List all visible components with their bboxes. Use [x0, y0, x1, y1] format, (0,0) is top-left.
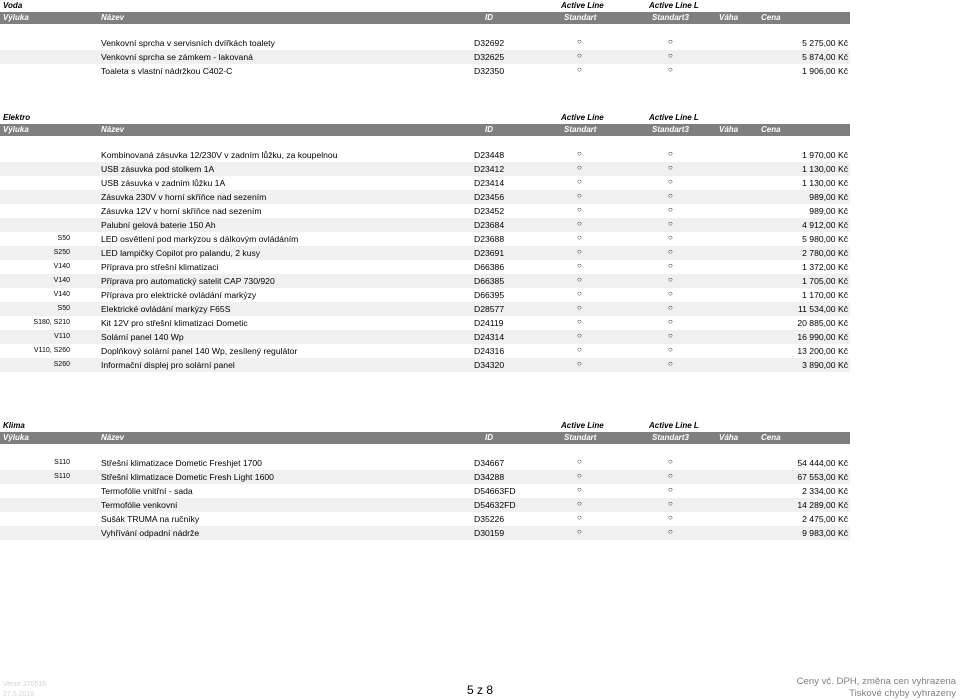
price-cell: 54 444,00 Kč — [797, 458, 848, 468]
name-cell: Střešní klimatizace Dometic Fresh Light 1600 — [101, 472, 274, 482]
name-cell: Doplňkový solární panel 140 Wp, zesílený regulátor — [101, 346, 298, 356]
table-row — [0, 330, 850, 344]
standart-mark: ○ — [577, 233, 582, 242]
id-cell: D23412 — [474, 164, 505, 174]
standart3-mark: ○ — [668, 457, 673, 466]
name-cell: Venkovní sprcha v servisních dvířkách toalety — [101, 38, 275, 48]
standart-mark: ○ — [577, 51, 582, 60]
standart3-mark: ○ — [668, 359, 673, 368]
price-cell: 13 200,00 Kč — [797, 346, 848, 356]
price-cell: 67 553,00 Kč — [797, 472, 848, 482]
standart3-mark: ○ — [668, 527, 673, 536]
standart-mark: ○ — [577, 219, 582, 228]
name-cell: USB zásuvka pod stolkem 1A — [101, 164, 215, 174]
table-row — [0, 64, 850, 78]
exclusion-cell: S180, S210 — [33, 319, 70, 326]
price-cell: 2 334,00 Kč — [802, 486, 848, 496]
standart3-mark: ○ — [668, 345, 673, 354]
table-row — [0, 176, 850, 190]
id-cell: D23691 — [474, 248, 505, 258]
standart-mark: ○ — [577, 513, 582, 522]
standart3-mark: ○ — [668, 317, 673, 326]
standart-mark: ○ — [577, 457, 582, 466]
name-cell: USB zásuvka v zadním lůžku 1A — [101, 178, 226, 188]
table-row — [0, 302, 850, 316]
standart3-mark: ○ — [668, 499, 673, 508]
table-row — [0, 512, 850, 526]
standart-mark: ○ — [577, 331, 582, 340]
exclusion-cell: S250 — [53, 249, 70, 256]
price-cell: 4 912,00 Kč — [802, 220, 848, 230]
id-cell: D24119 — [474, 318, 504, 328]
exclusion-cell: S50 — [57, 235, 70, 242]
id-cell: D35226 — [474, 514, 505, 524]
standart3-mark: ○ — [668, 37, 673, 46]
standart-mark: ○ — [577, 205, 582, 214]
name-cell: Příprava pro střešní klimatizaci — [101, 262, 219, 272]
exclusion-cell: V110 — [54, 333, 70, 340]
standart-mark: ○ — [577, 191, 582, 200]
table-row — [0, 526, 850, 540]
standart3-mark: ○ — [668, 219, 673, 228]
header-id: ID — [485, 13, 493, 22]
standart3-mark: ○ — [668, 247, 673, 256]
header-standart: Standart — [564, 13, 597, 22]
name-cell: Sušák TRUMA na ručníky — [101, 514, 200, 524]
header-standart: Standart — [564, 125, 597, 134]
header-standart: Standart — [564, 433, 597, 442]
header-vaha: Váha — [719, 433, 739, 442]
section-title-row — [0, 420, 850, 432]
table-row — [0, 162, 850, 176]
price-cell: 1 372,00 Kč — [802, 262, 848, 272]
section-title: Klima — [3, 421, 25, 430]
exclusion-cell: V140 — [53, 263, 70, 270]
print-note: Tiskové chyby vyhrazeny — [849, 688, 956, 699]
table-header — [0, 432, 850, 444]
standart3-mark: ○ — [668, 65, 673, 74]
standart3-mark: ○ — [668, 51, 673, 60]
section-elektro — [0, 112, 850, 372]
standart3-mark: ○ — [668, 331, 673, 340]
standart-mark: ○ — [577, 527, 582, 536]
header-vaha: Váha — [719, 125, 739, 134]
active-line-l-label: Active Line L — [649, 421, 699, 430]
header-vyluka: Výluka — [3, 13, 29, 22]
section-klima — [0, 420, 850, 540]
price-cell: 11 534,00 Kč — [797, 304, 848, 314]
price-cell: 5 980,00 Kč — [802, 234, 848, 244]
standart-mark: ○ — [577, 261, 582, 270]
standart-mark: ○ — [577, 289, 582, 298]
table-row — [0, 470, 850, 484]
header-nazev: Název — [101, 433, 125, 442]
name-cell: LED osvětlení pod markýzou s dálkovým ovládáním — [101, 234, 299, 244]
id-cell: D32692 — [474, 38, 505, 48]
standart-mark: ○ — [577, 177, 582, 186]
id-cell: D23688 — [474, 234, 505, 244]
standart-mark: ○ — [577, 149, 582, 158]
table-row — [0, 274, 850, 288]
table-row — [0, 246, 850, 260]
price-cell: 1 970,00 Kč — [802, 150, 848, 160]
table-header — [0, 12, 850, 24]
standart3-mark: ○ — [668, 471, 673, 480]
standart3-mark: ○ — [668, 303, 673, 312]
header-nazev: Název — [101, 125, 125, 134]
standart3-mark: ○ — [668, 513, 673, 522]
id-cell: D23684 — [474, 220, 505, 230]
id-cell: D66386 — [474, 262, 505, 272]
table-row — [0, 260, 850, 274]
header-cena: Cena — [761, 13, 781, 22]
header-standart3: Standart3 — [652, 13, 689, 22]
standart3-mark: ○ — [668, 275, 673, 284]
exclusion-cell: S50 — [57, 305, 70, 312]
active-line-label: Active Line — [561, 1, 604, 10]
price-cell: 14 289,00 Kč — [797, 500, 848, 510]
id-cell: D32350 — [474, 66, 505, 76]
id-cell: D54663FD — [474, 486, 516, 496]
table-row — [0, 288, 850, 302]
name-cell: Palubní gelová baterie 150 Ah — [101, 220, 216, 230]
table-header — [0, 124, 850, 136]
disclaimer — [797, 676, 956, 700]
standart-mark: ○ — [577, 471, 582, 480]
price-cell: 1 906,00 Kč — [802, 66, 848, 76]
id-cell: D23414 — [474, 178, 505, 188]
id-cell: D23456 — [474, 192, 505, 202]
header-vaha: Váha — [719, 13, 739, 22]
table-row — [0, 204, 850, 218]
section-voda — [0, 0, 850, 78]
active-line-l-label: Active Line L — [649, 1, 699, 10]
price-cell: 9 983,00 Kč — [802, 528, 848, 538]
standart3-mark: ○ — [668, 191, 673, 200]
table-row — [0, 190, 850, 204]
header-vyluka: Výluka — [3, 125, 29, 134]
active-line-label: Active Line — [561, 113, 604, 122]
price-cell: 3 890,00 Kč — [802, 360, 848, 370]
name-cell: Elektrické ovládání markýzy F65S — [101, 304, 231, 314]
name-cell: LED lampičky Copilot pro palandu, 2 kusy — [101, 248, 261, 258]
price-cell: 20 885,00 Kč — [797, 318, 848, 328]
exclusion-cell: V140 — [53, 277, 70, 284]
price-cell: 16 990,00 Kč — [797, 332, 848, 342]
table-row — [0, 456, 850, 470]
standart-mark: ○ — [577, 37, 582, 46]
price-cell: 1 130,00 Kč — [802, 164, 848, 174]
standart3-mark: ○ — [668, 163, 673, 172]
standart3-mark: ○ — [668, 485, 673, 494]
exclusion-cell: S260 — [53, 361, 70, 368]
section-title: Voda — [3, 1, 23, 10]
header-nazev: Název — [101, 13, 125, 22]
standart-mark: ○ — [577, 485, 582, 494]
price-cell: 989,00 Kč — [809, 206, 848, 216]
id-cell: D24314 — [474, 332, 505, 342]
header-standart3: Standart3 — [652, 125, 689, 134]
standart-mark: ○ — [577, 247, 582, 256]
id-cell: D23452 — [474, 206, 505, 216]
name-cell: Příprava pro automatický satelit CAP 730/920 — [101, 276, 275, 286]
name-cell: Střešní klimatizace Dometic Freshjet 1700 — [101, 458, 262, 468]
table-row — [0, 484, 850, 498]
name-cell: Kombinovaná zásuvka 12/230V v zadním lůžku, za koupelnou — [101, 150, 338, 160]
name-cell: Příprava pro elektrické ovládání markýzy — [101, 290, 257, 300]
table-row — [0, 232, 850, 246]
header-standart3: Standart3 — [652, 433, 689, 442]
name-cell: Solární panel 140 Wp — [101, 332, 184, 342]
standart-mark: ○ — [577, 359, 582, 368]
price-cell: 1 130,00 Kč — [802, 178, 848, 188]
id-cell: D34288 — [474, 472, 505, 482]
section-title: Elektro — [3, 113, 31, 122]
standart3-mark: ○ — [668, 205, 673, 214]
price-cell: 1 705,00 Kč — [802, 276, 848, 286]
name-cell: Toaleta s vlastní nádržkou C402-C — [101, 66, 233, 76]
section-title-row — [0, 112, 850, 124]
table-row — [0, 218, 850, 232]
id-cell: D32625 — [474, 52, 505, 62]
standart-mark: ○ — [577, 275, 582, 284]
header-vyluka: Výluka — [3, 433, 29, 442]
id-cell: D23448 — [474, 150, 505, 160]
table-row — [0, 498, 850, 512]
table-row — [0, 148, 850, 162]
header-cena: Cena — [761, 125, 781, 134]
id-cell: D34667 — [474, 458, 505, 468]
name-cell: Zásuvka 230V v horní skříňce nad sezením — [101, 192, 267, 202]
price-cell: 2 475,00 Kč — [802, 514, 848, 524]
standart-mark: ○ — [577, 499, 582, 508]
name-cell: Kit 12V pro střešní klimatizaci Dometic — [101, 318, 248, 328]
standart-mark: ○ — [577, 303, 582, 312]
id-cell: D66385 — [474, 276, 505, 286]
active-line-label: Active Line — [561, 421, 604, 430]
version-date: 27.5.2016 — [3, 691, 35, 698]
id-cell: D30159 — [474, 528, 505, 538]
standart3-mark: ○ — [668, 149, 673, 158]
exclusion-cell: V140 — [53, 291, 70, 298]
id-cell: D34320 — [474, 360, 505, 370]
section-title-row — [0, 0, 850, 12]
price-cell: 1 170,00 Kč — [802, 290, 848, 300]
header-id: ID — [485, 433, 493, 442]
standart-mark: ○ — [577, 317, 582, 326]
price-cell: 989,00 Kč — [809, 192, 848, 202]
name-cell: Venkovní sprcha se zámkem - lakovaná — [101, 52, 253, 62]
name-cell: Informační displej pro solární panel — [101, 360, 235, 370]
table-row — [0, 36, 850, 50]
name-cell: Zásuvka 12V v horní skříňce nad sezením — [101, 206, 262, 216]
standart3-mark: ○ — [668, 289, 673, 298]
standart-mark: ○ — [577, 163, 582, 172]
page-number: 5 z 8 — [466, 683, 493, 697]
standart3-mark: ○ — [668, 233, 673, 242]
standart-mark: ○ — [577, 65, 582, 74]
price-cell: 2 780,00 Kč — [802, 248, 848, 258]
table-row — [0, 50, 850, 64]
exclusion-cell: S110 — [54, 473, 70, 480]
price-cell: 5 275,00 Kč — [802, 38, 848, 48]
table-row — [0, 358, 850, 372]
name-cell: Vyhřívání odpadní nádrže — [101, 528, 200, 538]
standart3-mark: ○ — [668, 177, 673, 186]
version-label: Verze 270516 — [3, 681, 47, 688]
name-cell: Termofólie venkovní — [101, 500, 178, 510]
standart-mark: ○ — [577, 345, 582, 354]
id-cell: D54632FD — [474, 500, 516, 510]
standart3-mark: ○ — [668, 261, 673, 270]
price-note: Ceny vč. DPH, změna cen vyhrazena — [796, 676, 956, 687]
table-row — [0, 344, 850, 358]
id-cell: D66395 — [474, 290, 505, 300]
exclusion-cell: V110, S260 — [33, 347, 70, 354]
id-cell: D28577 — [474, 304, 505, 314]
name-cell: Termofólie vnitřní - sada — [101, 486, 193, 496]
header-id: ID — [485, 125, 493, 134]
table-row — [0, 316, 850, 330]
price-cell: 5 874,00 Kč — [802, 52, 848, 62]
id-cell: D24316 — [474, 346, 505, 356]
active-line-l-label: Active Line L — [649, 113, 699, 122]
exclusion-cell: S110 — [54, 459, 70, 466]
header-cena: Cena — [761, 433, 781, 442]
